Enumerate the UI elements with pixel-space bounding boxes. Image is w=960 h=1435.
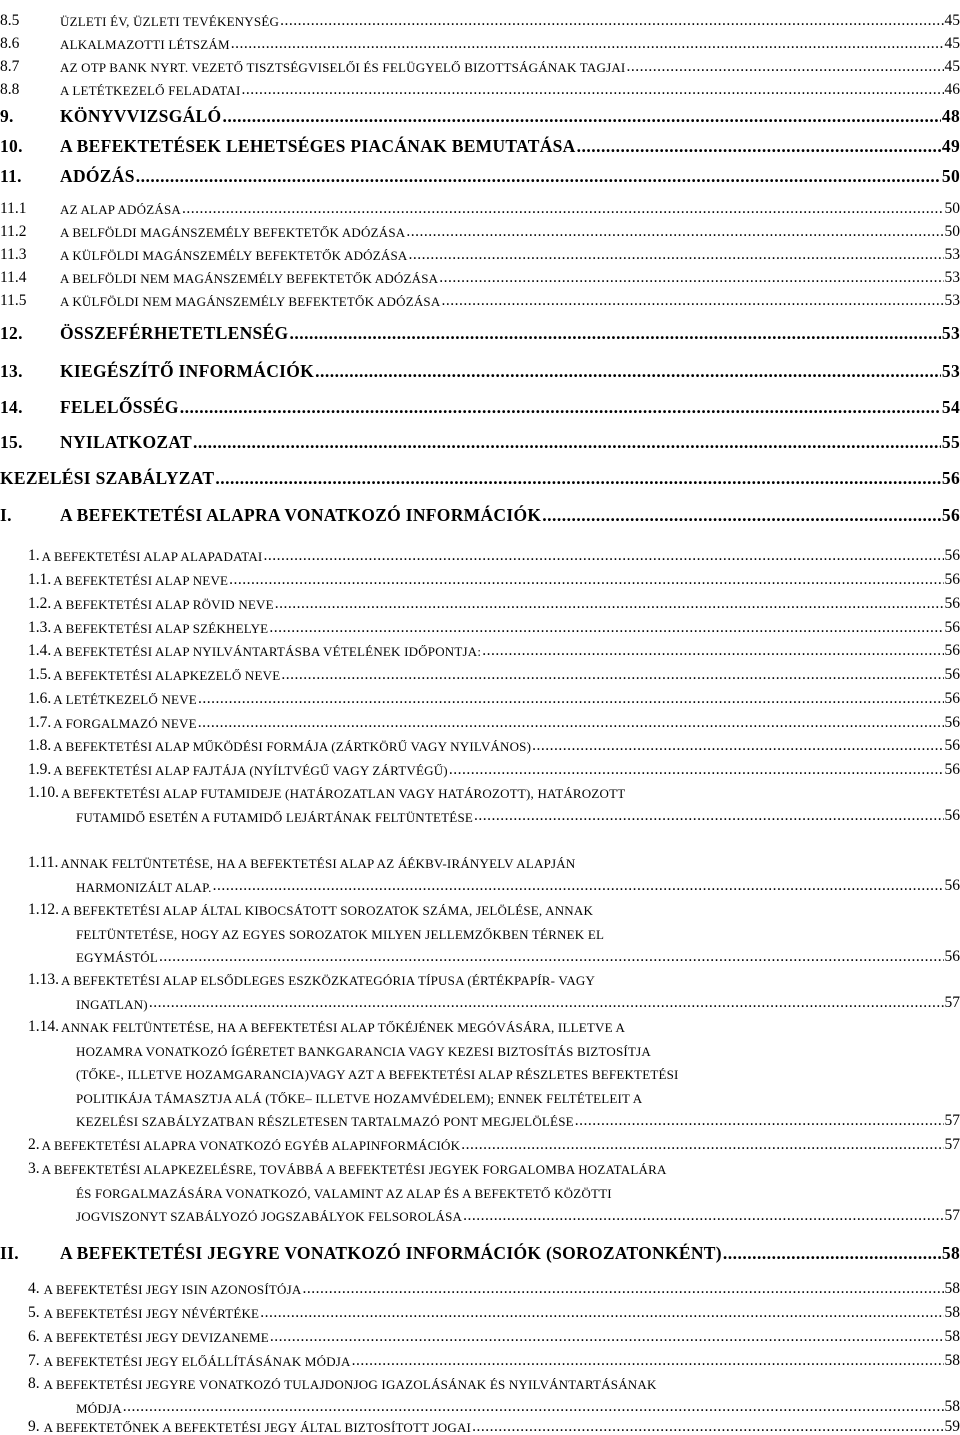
toc-leader-dots [198, 715, 944, 731]
toc-entry-page: 45 [945, 13, 960, 29]
toc-leader-dots [263, 548, 943, 564]
toc-entry-page: 57 [945, 995, 960, 1011]
toc-entry-number: 5. [28, 1305, 40, 1321]
toc-leader-dots [241, 82, 943, 98]
toc-entry-number: 1.7. [28, 715, 51, 731]
toc-entry-title: ÖSSZEFÉRHETETLENSÉG [60, 325, 288, 343]
toc-entry-line [0, 1176, 960, 1200]
toc-entry[interactable] [0, 500, 960, 524]
toc-leader-dots [180, 399, 941, 417]
toc-entry-title: KEZELÉSI SZABÁLYZATBAN RÉSZLETESEN TARTALMAZÓ PONT MEGJELÖLÉSE [76, 1115, 574, 1128]
toc-leader-dots [260, 1305, 943, 1321]
toc-entry[interactable] [0, 73, 960, 97]
toc-entry-page: 53 [945, 247, 960, 263]
toc-entry-page: 46 [945, 82, 960, 98]
toc-entry-page: 56 [945, 808, 960, 824]
toc-entry-page: 53 [942, 325, 960, 343]
toc-entry[interactable] [0, 1320, 960, 1344]
toc-leader-dots [213, 878, 944, 894]
toc-entry[interactable] [0, 539, 960, 563]
toc-entry-title: A BEFEKTETÉSI JEGY NÉVÉRTÉKE [44, 1307, 260, 1320]
toc-leader-dots [159, 949, 944, 965]
toc-leader-dots [229, 572, 943, 588]
toc-entry[interactable] [0, 463, 960, 487]
toc-leader-dots [542, 507, 941, 525]
toc-entry-title: JOGVISZONYT SZABÁLYOZÓ JOGSZABÁLYOK FELSOROLÁSA [76, 1210, 462, 1223]
toc-entry-number: 11.5 [0, 293, 60, 309]
toc-entry-title: A BEFEKTETÉSI ALAP FUTAMIDEJE (HATÁROZATLAN VAGY HATÁROZOTT), HATÁROZOTT [61, 787, 625, 800]
toc-entry-number: 1. [28, 548, 40, 564]
toc-entry-page: 58 [945, 1399, 960, 1415]
toc-entry-number: 1.5. [28, 667, 51, 683]
toc-entry-line [0, 846, 960, 870]
toc-entry-page: 45 [945, 59, 960, 75]
toc-leader-dots [575, 1113, 944, 1129]
toc-entry-page: 59 [945, 1419, 960, 1435]
toc-entry-page: 56 [945, 878, 960, 894]
toc-entry-number: 8.6 [0, 36, 60, 52]
toc-entry-line [0, 1081, 960, 1105]
toc-entry-number: I. [0, 507, 60, 525]
toc-entry-title: A BEFEKTETÉSI JEGYRE VONATKOZÓ TULAJDONJOG IGAZOLÁSÁNAK ÉS NYILVÁNTARTÁSÁNAK [44, 1378, 657, 1391]
toc-leader-dots [270, 1329, 944, 1345]
toc-entry[interactable] [0, 611, 960, 635]
toc-entry[interactable] [0, 587, 960, 611]
toc-entry-title: ÉS FORGALMAZÁSÁRA VONATKOZÓ, VALAMINT AZ ALAP ÉS A BEFEKTETŐ KÖZÖTTI [76, 1187, 612, 1200]
toc-entry-page: 50 [945, 224, 960, 240]
toc-entry[interactable] [0, 753, 960, 777]
toc-entry-line [0, 1057, 960, 1081]
toc-entry-page: 48 [942, 108, 960, 126]
toc-entry-title: A BEFEKTETÉSI JEGY ELŐÁLLÍTÁSÁNAK MÓDJA [44, 1355, 351, 1368]
toc-leader-dots [215, 470, 941, 488]
toc-leader-dots [532, 738, 943, 754]
toc-entry-number: 11.2 [0, 224, 60, 240]
toc-entry-title: FUTAMIDŐ ESETÉN A FUTAMIDŐ LEJÁRTÁNAK FELTÜNTETÉSE [76, 811, 473, 824]
toc-entry-page: 53 [945, 270, 960, 286]
toc-entry-line [0, 776, 960, 800]
toc-entry-number: 1.12. [28, 902, 59, 918]
toc-entry-title: A BEFEKTETÉSI JEGYRE VONATKOZÓ INFORMÁCIÓK (SOROZATONKÉNT) [60, 1245, 722, 1263]
toc-entry-line [0, 1152, 960, 1176]
toc-entry-number: 12. [0, 325, 60, 343]
toc-entry-page: 56 [945, 548, 960, 564]
toc-leader-dots [439, 270, 943, 286]
toc-entry-title: A BEFEKTETÉSI ALAP FAJTÁJA (NYÍLTVÉGŰ VAGY ZÁRTVÉGŰ) [53, 764, 448, 777]
toc-entry-page: 55 [942, 434, 960, 452]
toc-entry-line [0, 893, 960, 917]
toc-entry-page: 56 [945, 949, 960, 965]
toc-entry-page: 56 [945, 691, 960, 707]
toc-entry-line[interactable] [0, 800, 960, 824]
toc-entry-title: A BEFEKTETÉSI ALAP ALAPADATAI [42, 550, 263, 563]
toc-entry-title: A BEFEKTETÉSI ALAP RÖVID NEVE [53, 598, 274, 611]
toc-entry-title: A BEFEKTETÉSI ALAP NEVE [53, 574, 228, 587]
toc-entry-number: 3. [28, 1161, 40, 1177]
toc-entry-title: (TŐKE-, ILLETVE HOZAMGARANCIA)VAGY AZT A BEFEKTETÉSI ALAP RÉSZLETES BEFEKTETÉSI [76, 1068, 679, 1081]
toc-entry-title: A BEFEKTETÉSI ALAPRA VONATKOZÓ EGYÉB ALAPINFORMÁCIÓK [42, 1139, 461, 1152]
toc-entry-number: 1.13. [28, 972, 59, 988]
toc-entry-number: 9. [28, 1419, 40, 1435]
toc-entry-title: A BEFEKTETÉSI ALAP ÁLTAL KIBOCSÁTOTT SOROZATOK SZÁMA, JELÖLÉSE, ANNAK [61, 904, 593, 917]
toc-leader-dots [222, 108, 940, 126]
toc-entry[interactable] [0, 4, 960, 28]
toc-entry[interactable] [0, 658, 960, 682]
toc-entry-page: 50 [945, 201, 960, 217]
toc-entry-page: 56 [945, 762, 960, 778]
toc-entry-title: ADÓZÁS [60, 168, 135, 186]
toc-entry-title: A KÜLFÖLDI NEM MAGÁNSZEMÉLY BEFEKTETŐK ADÓZÁSA [60, 295, 440, 308]
toc-leader-dots [406, 224, 943, 240]
toc-entry-line[interactable] [0, 1104, 960, 1128]
toc-entry-number: 6. [28, 1329, 40, 1345]
toc-entry-page: 57 [945, 1137, 960, 1153]
toc-entry[interactable] [0, 192, 960, 216]
toc-entry-title: A LETÉTKEZELŐ NEVE [53, 693, 197, 706]
toc-entry-page: 58 [945, 1305, 960, 1321]
toc-entry-title: AZ ALAP ADÓZÁSA [60, 203, 181, 216]
toc-entry-title: HOZAMRA VONATKOZÓ ÍGÉRETET BANKGARANCIA VAGY KEZESI BIZTOSÍTÁS BIZTOSÍTJA [76, 1045, 651, 1058]
toc-entry[interactable] [0, 101, 960, 125]
toc-entry-title: ANNAK FELTÜNTETÉSE, HA A BEFEKTETÉSI ALAP TŐKÉJÉNEK MEGÓVÁSÁRA, ILLETVE A [61, 1021, 625, 1034]
toc-entry-page: 56 [945, 715, 960, 731]
toc-entry-page: 58 [945, 1281, 960, 1297]
toc-leader-dots [136, 168, 941, 186]
toc-entry[interactable] [0, 729, 960, 753]
toc-entry-page: 45 [945, 36, 960, 52]
toc-entry[interactable] [0, 50, 960, 74]
toc-entry[interactable] [0, 1238, 960, 1262]
toc-entry-title: A BEFEKTETŐNEK A BEFEKTETÉSI JEGY ÁLTAL BIZTOSÍTOTT JOGAI [44, 1421, 471, 1434]
toc-leader-dots [289, 325, 940, 343]
toc-entry-number: 11.1 [0, 201, 60, 217]
toc-leader-dots [198, 691, 944, 707]
toc-entry-page: 56 [945, 572, 960, 588]
toc-leader-dots [302, 1281, 943, 1297]
toc-entry-page: 56 [945, 596, 960, 612]
toc-entry-title: A BEFEKTETÉSI ALAP SZÉKHELYE [53, 622, 268, 635]
toc-entry-title: FELTÜNTETÉSE, HOGY AZ EGYES SOROZATOK MILYEN JELLEMZŐKBEN TÉRNEK EL [76, 928, 604, 941]
toc-entry[interactable] [0, 706, 960, 730]
toc-entry-number: 1.2. [28, 596, 51, 612]
toc-entry-title: A BEFEKTETÉSI ALAPKEZELÉSRE, TOVÁBBÁ A BEFEKTETÉSI JEGYEK FORGALOMBA HOZATALÁRA [42, 1163, 667, 1176]
toc-entry[interactable] [0, 1344, 960, 1368]
toc-entry-title: A BEFEKTETÉSI ALAP MŰKÖDÉSI FORMÁJA (ZÁRTKÖRŰ VAGY NYILVÁNOS) [53, 740, 531, 753]
toc-leader-dots [449, 762, 944, 778]
toc-entry[interactable] [0, 392, 960, 416]
toc-leader-dots [626, 59, 943, 75]
toc-entry-title: EGYMÁSTÓL [76, 951, 158, 964]
toc-entry-title: ANNAK FELTÜNTETÉSE, HA A BEFEKTETÉSI ALAP AZ ÁÉKBV-IRÁNYELV ALAPJÁN [60, 857, 575, 870]
toc-leader-dots [472, 1419, 943, 1435]
toc-entry[interactable] [0, 427, 960, 451]
toc-entry-title: A BELFÖLDI NEM MAGÁNSZEMÉLY BEFEKTETŐK ADÓZÁSA [60, 272, 438, 285]
toc-entry-title: A BELFÖLDI MAGÁNSZEMÉLY BEFEKTETŐK ADÓZÁSA [60, 226, 405, 239]
toc-leader-dots [461, 1137, 943, 1153]
toc-entry-number: 1.14. [28, 1019, 59, 1035]
toc-leader-dots [149, 995, 944, 1011]
toc-leader-dots [409, 247, 944, 263]
toc-entry[interactable] [0, 27, 960, 51]
toc-entry-title: A BEFEKTETÉSI JEGY DEVIZANEME [44, 1331, 269, 1344]
toc-leader-dots [275, 596, 944, 612]
toc-entry-title: KEZELÉSI SZABÁLYZAT [0, 470, 214, 488]
toc-entry-page: 49 [942, 138, 960, 156]
toc-leader-dots [193, 434, 941, 452]
toc-leader-dots [463, 1208, 943, 1224]
toc-leader-dots [231, 36, 944, 52]
toc-entry-title: AZ OTP BANK NYRT. VEZETŐ TISZTSÉGVISELŐI ÉS FELÜGYELŐ BIZOTTSÁGÁNAK TAGJAI [60, 61, 625, 74]
toc-entry-page: 54 [942, 399, 960, 417]
toc-entry-number: 10. [0, 138, 60, 156]
toc-entry-page: 58 [942, 1245, 960, 1263]
toc-entry[interactable] [0, 318, 960, 342]
toc-entry-number: 11. [0, 168, 60, 186]
toc-entry-page: 58 [945, 1329, 960, 1345]
toc-leader-dots [315, 363, 941, 381]
toc-entry-number: 11.4 [0, 270, 60, 286]
toc-entry[interactable] [0, 131, 960, 155]
toc-entry-number: 11.3 [0, 247, 60, 263]
toc-entry-line [0, 1034, 960, 1058]
toc-entry-title: A BEFEKTETÉSI JEGY ISIN AZONOSÍTÓJA [44, 1283, 302, 1296]
toc-entry-title: A BEFEKTETÉSI ALAPRA VONATKOZÓ INFORMÁCIÓK [60, 507, 541, 525]
toc-leader-dots [269, 620, 943, 636]
toc-entry[interactable] [0, 161, 960, 185]
toc-entry-page: 56 [945, 620, 960, 636]
toc-entry-number: 8.5 [0, 13, 60, 29]
toc-entry-title: FELELŐSSÉG [60, 399, 179, 417]
toc-entry-number: 1.3. [28, 620, 51, 636]
toc-entry[interactable] [0, 563, 960, 587]
toc-entry[interactable] [0, 356, 960, 380]
toc-entry-title: A KÜLFÖLDI MAGÁNSZEMÉLY BEFEKTETŐK ADÓZÁSA [60, 249, 408, 262]
toc-entry-line[interactable] [0, 870, 960, 894]
toc-leader-dots [281, 667, 943, 683]
toc-entry-page: 57 [945, 1113, 960, 1129]
toc-leader-dots [474, 808, 943, 824]
toc-entry-number: 8.7 [0, 59, 60, 75]
toc-entry-number: 2. [28, 1137, 40, 1153]
toc-entry-title: A BEFEKTETÉSI ALAPKEZELŐ NEVE [53, 669, 280, 682]
toc-entry[interactable] [0, 682, 960, 706]
toc-entry-page: 56 [942, 470, 960, 488]
toc-entry-number: 1.11. [28, 855, 58, 871]
toc-leader-dots [577, 138, 941, 156]
toc-entry-number: 1.10. [28, 785, 59, 801]
toc-entry-title: A BEFEKTETÉSEK LEHETSÉGES PIACÁNAK BEMUTATÁSA [60, 138, 576, 156]
toc-entry-line[interactable] [0, 940, 960, 964]
toc-entry-line [0, 917, 960, 941]
toc-entry-number: 14. [0, 399, 60, 417]
toc-entry-title: MÓDJA [76, 1402, 122, 1415]
toc-entry-number: 1.4. [28, 643, 51, 659]
toc-entry-number: 1.6. [28, 691, 51, 707]
toc-entry-page: 57 [945, 1208, 960, 1224]
toc-entry-line[interactable] [0, 1199, 960, 1223]
toc-entry[interactable] [0, 1414, 960, 1434]
toc-leader-dots [441, 293, 943, 309]
toc-entry-title: A BEFEKTETÉSI ALAP NYILVÁNTARTÁSBA VÉTELÉNEK IDŐPONTJA: [53, 645, 481, 658]
toc-entry[interactable] [0, 634, 960, 658]
toc-entry-title: POLITIKÁJA TÁMASZTJA ALÁ (TŐKE– ILLETVE HOZAMVÉDELEM); ENNEK FELTÉTELEIT A [76, 1092, 642, 1105]
toc-entry[interactable] [0, 1272, 960, 1296]
toc-entry[interactable] [0, 215, 960, 239]
toc-entry-title: A BEFEKTETÉSI ALAP ELSŐDLEGES ESZKÖZKATEGÓRIA TÍPUSA (ÉRTÉKPAPÍR- VAGY [61, 974, 595, 987]
toc-entry-number: 9. [0, 108, 60, 126]
toc-entry-title: KÖNYVVIZSGÁLÓ [60, 108, 221, 126]
toc-entry-title: ÜZLETI ÉV, ÜZLETI TEVÉKENYSÉG [60, 15, 279, 28]
toc-leader-dots [123, 1399, 944, 1415]
toc-entry-line[interactable] [0, 1391, 960, 1415]
toc-entry-title: A LETÉTKEZELŐ FELADATAI [60, 84, 240, 97]
toc-entry-page: 56 [945, 667, 960, 683]
toc-entry-number: 13. [0, 363, 60, 381]
toc-entry[interactable] [0, 261, 960, 285]
toc-entry-page: 50 [942, 168, 960, 186]
toc-entry-title: INGATLAN) [76, 998, 148, 1011]
toc-entry[interactable] [0, 284, 960, 308]
toc-entry-page: 56 [942, 507, 960, 525]
toc-entry-number: II. [0, 1245, 60, 1263]
toc-leader-dots [182, 201, 944, 217]
toc-entry-number: 8. [28, 1376, 40, 1392]
toc-entry[interactable] [0, 1296, 960, 1320]
toc-entry-number: 15. [0, 434, 60, 452]
toc-entry-page: 53 [942, 363, 960, 381]
toc-entry[interactable] [0, 238, 960, 262]
toc-entry-number: 1.9. [28, 762, 51, 778]
toc-entry-title: NYILATKOZAT [60, 434, 192, 452]
toc-entry-title: ALKALMAZOTTI LÉTSZÁM [60, 38, 230, 51]
toc-entry-line[interactable] [0, 987, 960, 1011]
toc-entry-title: KIEGÉSZÍTŐ INFORMÁCIÓK [60, 363, 314, 381]
toc-leader-dots [723, 1245, 941, 1263]
toc-entry-line [0, 1367, 960, 1391]
toc-leader-dots [482, 643, 943, 659]
toc-leader-dots [352, 1353, 944, 1369]
toc-leader-dots [280, 13, 943, 29]
toc-entry-number: 4. [28, 1281, 40, 1297]
toc-entry-page: 53 [945, 293, 960, 309]
toc-entry-number: 1.1. [28, 572, 51, 588]
toc-entry-page: 58 [945, 1353, 960, 1369]
toc-entry-number: 8.8 [0, 82, 60, 98]
toc-entry-number: 7. [28, 1353, 40, 1369]
toc-entry-page: 56 [945, 738, 960, 754]
toc-entry-number: 1.8. [28, 738, 51, 754]
toc-entry-title: A FORGALMAZÓ NEVE [53, 717, 197, 730]
toc-entry-title: HARMONIZÁLT ALAP. [76, 881, 212, 894]
toc-entry-line[interactable] [0, 1128, 960, 1152]
toc-entry-line [0, 1010, 960, 1034]
toc-entry-line [0, 963, 960, 987]
toc-entry-page: 56 [945, 643, 960, 659]
